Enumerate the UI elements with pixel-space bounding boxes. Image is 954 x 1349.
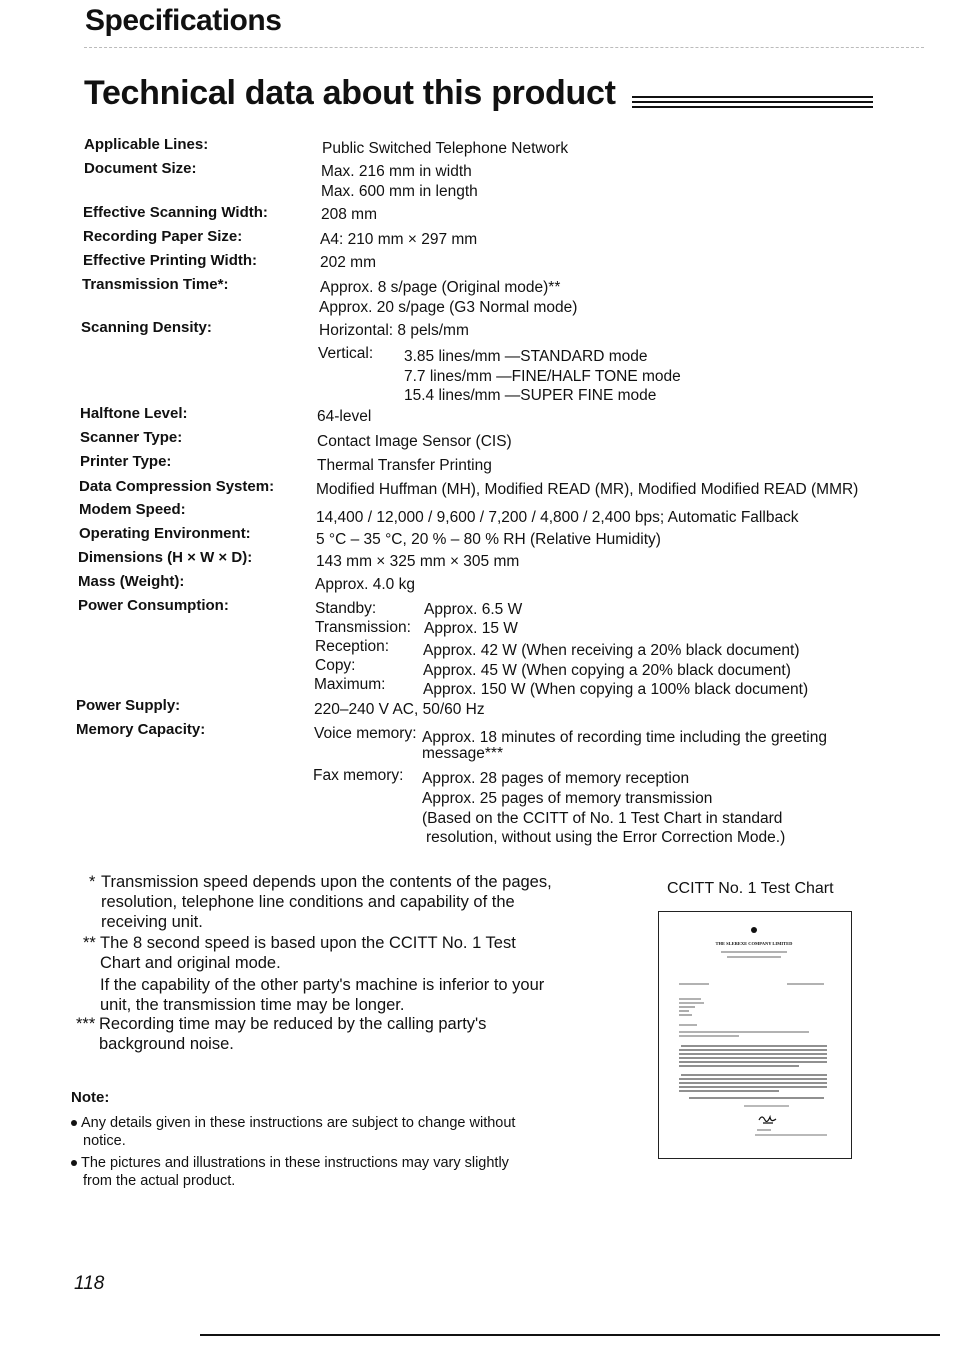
spec-label-scanner-type: Scanner Type: <box>80 429 183 446</box>
spec-label-applicable-lines: Applicable Lines: <box>84 136 209 153</box>
memory-key-fax: Fax memory: <box>313 767 404 784</box>
spec-label-transmission-time: Transmission Time*: <box>82 276 229 293</box>
spec-label-printing-width: Effective Printing Width: <box>83 252 258 269</box>
note-bullet <box>71 1154 509 1173</box>
power-key: Reception: <box>315 638 390 655</box>
spec-value: Approx. 8 s/page (Original mode)** <box>320 279 561 296</box>
spec-value: Max. 600 mm in length <box>321 183 478 200</box>
power-value: Approx. 6.5 W <box>424 601 523 618</box>
note-heading: Note: <box>71 1089 110 1106</box>
power-key: Standby: <box>315 600 377 617</box>
spec-label-recording-paper: Recording Paper Size: <box>83 228 243 245</box>
spec-value: 64-level <box>317 408 372 425</box>
note-line: Any details given in these instructions are subject to change without <box>81 1115 516 1131</box>
spec-label-dimensions: Dimensions (H × W × D): <box>78 549 253 566</box>
footer-rule <box>200 1334 940 1336</box>
page-title: Technical data about this product <box>84 74 616 112</box>
power-value: Approx. 150 W (When copying a 100% black document) <box>423 681 809 698</box>
memory-key-voice: Voice memory: <box>314 725 417 742</box>
power-key: Copy: <box>315 657 356 674</box>
power-key: Maximum: <box>314 676 386 693</box>
footnote-marker: ** <box>83 934 96 952</box>
footnote-line: Transmission speed depends upon the contents of the pages, <box>101 873 552 891</box>
spec-value: Approx. 4.0 kg <box>315 576 415 593</box>
spec-label-mass: Mass (Weight): <box>78 573 185 590</box>
spec-key-vertical: Vertical: <box>318 345 374 362</box>
spec-value: 7.7 lines/mm —FINE/HALF TONE mode <box>404 368 681 385</box>
spec-value: 5 °C – 35 °C, 20 % – 80 % RH (Relative Humidity) <box>316 531 661 548</box>
power-value: Approx. 45 W (When copying a 20% black document) <box>423 662 791 679</box>
spec-value: 208 mm <box>321 206 377 223</box>
spec-label-printer-type: Printer Type: <box>80 453 172 470</box>
spec-value: Horizontal: 8 pels/mm <box>319 322 469 339</box>
bullet-icon <box>71 1120 77 1126</box>
spec-value: 14,400 / 12,000 / 9,600 / 7,200 / 4,800 / 2,400 bps; Automatic Fallback <box>316 509 799 526</box>
footnote-line: Recording time may be reduced by the calling party's <box>99 1015 487 1033</box>
footnote-line: unit, the transmission time may be longer. <box>100 996 405 1014</box>
test-chart-letterhead: THE SLEREXE COMPANY LIMITED <box>715 941 793 946</box>
spec-value: Modified Huffman (MH), Modified READ (MR), Modified Modified READ (MMR) <box>316 481 859 498</box>
note-bullet <box>71 1114 515 1133</box>
test-chart-caption: CCITT No. 1 Test Chart <box>667 880 834 897</box>
spec-label-power-supply: Power Supply: <box>76 697 181 714</box>
note-line: notice. <box>83 1133 126 1149</box>
memory-value: Approx. 28 pages of memory reception <box>422 770 690 787</box>
spec-value: 220–240 V AC, 50/60 Hz <box>314 701 485 718</box>
bullet-icon <box>71 1160 77 1166</box>
spec-value: Thermal Transfer Printing <box>317 457 492 474</box>
footnote-line: If the capability of the other party's machine is inferior to your <box>100 976 545 994</box>
memory-value: message*** <box>422 745 503 762</box>
spec-label-environment: Operating Environment: <box>79 525 251 542</box>
footnote-line: resolution, telephone line conditions and capability of the <box>101 893 515 911</box>
spec-value: 202 mm <box>320 254 376 271</box>
spec-label-compression: Data Compression System: <box>79 478 275 495</box>
footnote-line: background noise. <box>99 1035 234 1053</box>
note-line: from the actual product. <box>83 1173 236 1189</box>
footnote-marker: * <box>89 873 96 891</box>
spec-value: Contact Image Sensor (CIS) <box>317 433 512 450</box>
section-divider <box>84 47 924 48</box>
spec-value: A4: 210 mm × 297 mm <box>320 231 478 248</box>
note-line: The pictures and illustrations in these instructions may vary slightly <box>81 1155 509 1171</box>
spec-value: 15.4 lines/mm —SUPER FINE mode <box>404 387 657 404</box>
spec-label-document-size: Document Size: <box>84 160 197 177</box>
footnote-line: receiving unit. <box>101 913 203 931</box>
spec-label-scanning-width: Effective Scanning Width: <box>83 204 268 221</box>
test-chart-image <box>658 911 852 1159</box>
footnote-line: The 8 second speed is based upon the CCITT No. 1 Test <box>100 934 516 952</box>
spec-value: 143 mm × 325 mm × 305 mm <box>316 553 520 570</box>
memory-value: resolution, without using the Error Correction Mode.) <box>426 829 786 846</box>
footnote-marker: *** <box>76 1015 96 1033</box>
footnote-line: Chart and original mode. <box>100 954 281 972</box>
spec-label-power-consumption: Power Consumption: <box>78 597 229 614</box>
power-key: Transmission: <box>315 619 411 636</box>
spec-label-memory: Memory Capacity: <box>76 721 206 738</box>
page-number: 118 <box>74 1273 105 1294</box>
memory-value: Approx. 25 pages of memory transmission <box>422 790 713 807</box>
spec-value: Approx. 20 s/page (G3 Normal mode) <box>319 299 578 316</box>
test-chart-letter-icon <box>659 912 850 1157</box>
power-value: Approx. 15 W <box>424 620 518 637</box>
spec-value: 3.85 lines/mm —STANDARD mode <box>404 348 648 365</box>
spec-value: Public Switched Telephone Network <box>322 140 569 157</box>
spec-value: Max. 216 mm in width <box>321 163 472 180</box>
spec-label-scanning-density: Scanning Density: <box>81 319 212 336</box>
section-heading: Specifications <box>85 4 282 37</box>
memory-value: Approx. 18 minutes of recording time including the greeting <box>422 729 827 746</box>
title-decoration <box>632 96 873 114</box>
power-value: Approx. 42 W (When receiving a 20% black document) <box>423 642 800 659</box>
memory-value: (Based on the CCITT of No. 1 Test Chart in standard <box>422 810 783 827</box>
spec-label-halftone: Halftone Level: <box>80 405 188 422</box>
spec-label-modem-speed: Modem Speed: <box>79 501 186 518</box>
